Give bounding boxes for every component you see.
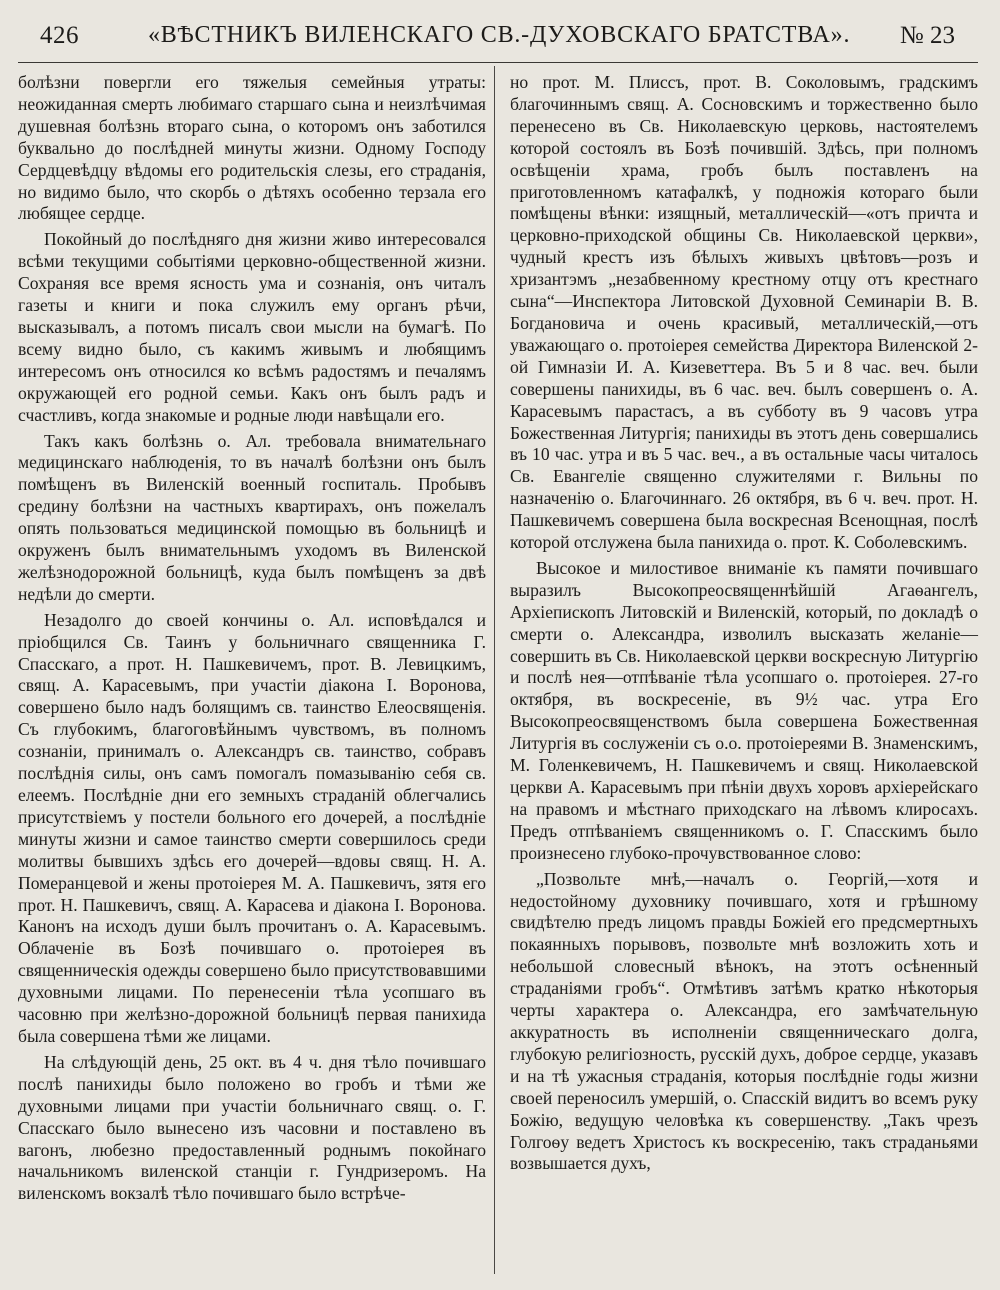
paragraph: Покойный до послѣдняго дня жизни живо интересовался всѣми текущими событіями церковно-общественной жизни. Сохраняя все время ясность ума и сознанія, онъ читалъ газеты и книги и пока служилъ ему органъ рѣчи, высказывалъ, а потомъ писалъ свои мысли на бумагѣ. По всему видно было, съ какимъ живымъ и любящимъ интересомъ онъ относился ко всѣмъ радостямъ и печалямъ окружающей его родной семьи. Какъ онъ былъ радъ и счастливъ, когда знакомые и родные люди навѣщали его. [18,229,486,425]
right-column [510,72,978,1175]
paragraph: „Позвольте мнѣ,—началъ о. Георгій,—хотя и недостойному духовнику почившаго, хотя и грѣшному свидѣтелю предъ лицомъ правды Божіей его предсмертныхъ покаянныхъ порывовъ, позвольте мнѣ возложить хоть и небольшой словесный вѣнокъ, на этотъ осѣненный страданіями гробъ“. Отмѣтивъ затѣмъ кратко нѣкоторыя черты характера о. Александра, его замѣчательную аккуратность въ исполненіи священническаго долга, глубокую религіозность, русскій духъ, доброе сердце, указавъ и на тѣ ужасныя страданія, которыя послѣдніе годы жизни своей переносилъ умершій, о. Спасскій видитъ во всемъ руку Божію, ведущую человѣка къ совершенству. „Такъ чрезъ Голгоѳу ведетъ Христосъ къ воскресенію, такъ страданьями возвышается духъ, [510,868,978,1174]
running-header [40,22,955,58]
paragraph: Высокое и милостивое вниманіе къ памяти почившаго выразилъ Высокопреосвященнѣйшій Агаѳангелъ, Архіепископъ Литовскій и Виленскій, который, по докладѣ о смерти о. Александра, изволилъ высказать желаніе—совершить въ Св. Николаевской церкви воскресную Литургію и послѣ нея—отпѣваніе тѣла усопшаго о. протоіерея. 27-го октября, въ воскресеніе, въ 9½ час. утра Его Высокопреосвященствомъ была совершена Божественная Литургія въ сослуженіи съ о.о. протоіереями В. Знаменскимъ, М. Голенкевичемъ, Н. Пашкевичемъ и свящ. Николаевской церкви А. Карасевымъ при пѣніи двухъ хоровъ архіерейскаго на правомъ и мѣстнаго приходскаго на лѣвомъ клиросахъ. Предъ отпѣваніемъ священникомъ о. Г. Спасскимъ было произнесено глубоко-прочувствованное слово: [510,557,978,863]
header-rule [18,62,978,63]
journal-title: «ВѢСТНИКЪ ВИЛЕНСКАГО СВ.-ДУХОВСКАГО БРАТСТВА». [148,22,851,48]
paragraph: но прот. М. Плиссъ, прот. В. Соколовымъ, градскимъ благочиннымъ свящ. А. Сосновскимъ и торжественно было перенесено въ Св. Николаевскую церковь, настоятелемъ которой состоялъ въ Бозѣ почившій. Здѣсь, при полномъ освѣщеніи храма, гробъ былъ поставленъ на приготовленномъ катафалкѣ, у подножія котораго были помѣщены вѣнки: изящный, металлическій—«отъ причта и церковно-приходской общины Св. Николаевской церкви», чудный крестъ изъ бѣлыхъ живыхъ цвѣтовъ—розъ и хризантэмъ „незабвенному крестному отцу отъ крестнаго сына“—Инспектора Литовской Духовной Семинаріи В. В. Богдановича и очень красивый, металлическій,—отъ уважающаго о. протоіерея семейства Директора Виленской 2-ой Гимназіи И. А. Кизеветтера. Въ 5 и 8 час. веч. были совершены панихиды, въ 6 час. веч. былъ совершенъ о. А. Карасевымъ парастасъ, а въ субботу въ 9 часовъ утра Божественная Литургія; панихиды въ этотъ день совершались въ 10 час. утра и въ 5 час. веч., а въ остальные часы читалось Св. Евангеліе священно служителями г. Вильны по назначенію о. Благочиннаго. 26 октября, въ 6 ч. веч. прот. Н. Пашкевичемъ совершена была воскресная Всенощная, послѣ которой отслужена была панихида о. прот. К. Соболевскимъ. [510,72,978,553]
paragraph: Незадолго до своей кончины о. Ал. исповѣдался и пріобщился Св. Таинъ у больничнаго священника Г. Спасскаго, а прот. Н. Пашкевичемъ, прот. В. Левицкимъ, свящ. А. Карасевымъ, при участіи діакона І. Воронова, совершено было надъ болящимъ св. таинство Елеосвященія. Съ глубокимъ, благоговѣйнымъ чувствомъ, въ полномъ сознаніи, принималъ о. Александръ св. таинство, собравъ послѣднія силы, онъ самъ помогалъ помазыванію себя св. елеемъ. Послѣдніе дни его земныхъ страданій облегчались присутствіемъ у постели больного его дочерей, а послѣдніе минуты жизни и самое таинство смерти совершилось среди молитвы бывшихъ здѣсь его дочерей—вдовы свящ. Н. А. Померанцевой и жены протоіерея М. А. Пашкевичъ, зятя его прот. Н. Пашкевичъ, свящ. А. Карасева и діакона І. Воронова. Канонъ на исходъ души былъ прочитанъ о. А. Карасевымъ. Облаченіе въ Бозѣ почившаго о. протоіерея въ священническія одежды совершено было присутствовавшими духовными лицами. По перенесеніи тѣла усопшаго въ часовню при желѣзно-дорожной больницѣ первая панихида была совершена тѣми же лицами. [18,609,486,1046]
page-number: 426 [40,22,79,49]
left-column [18,72,486,1205]
column-divider [494,66,495,1274]
paragraph: На слѣдующій день, 25 окт. въ 4 ч. дня тѣло почившаго послѣ панихиды было положено во гробъ и тѣми же духовными лицами при участіи больничнаго свящ. о. Г. Спасскаго было вынесено изъ часовни и поставлено въ вагонъ, любезно предоставленный роднымъ покойнаго начальникомъ виленской станціи г. Гундризеромъ. На виленскомъ вокзалѣ тѣло почившаго было встрѣче- [18,1051,486,1204]
paragraph: Такъ какъ болѣзнь о. Ал. требовала внимательнаго медицинскаго наблюденія, то въ началѣ болѣзни онъ былъ помѣщенъ въ Виленскій военный госпиталь. Пробывъ средину болѣзни на частныхъ квартирахъ, онъ пожелалъ опять пользоваться медицинской помощью въ больницѣ и окруженъ былъ внимательнымъ уходомъ въ Виленской желѣзнодорожной больницѣ, куда былъ помѣщенъ за двѣ недѣли до смерти. [18,430,486,604]
paragraph: болѣзни повергли его тяжелыя семейныя утраты: неожиданная смерть любимаго старшаго сына и неизлѣчимая душевная болѣзнь втораго сына, о которомъ онъ заботился буквально до послѣдней минуты жизни. Одному Господу Сердцевѣдцу вѣдомы его родительскія слезы, его страданія, но видимо было, что скорбь о дѣтяхъ особенно терзала его любящее сердце. [18,72,486,224]
issue-number: № 23 [899,22,955,49]
